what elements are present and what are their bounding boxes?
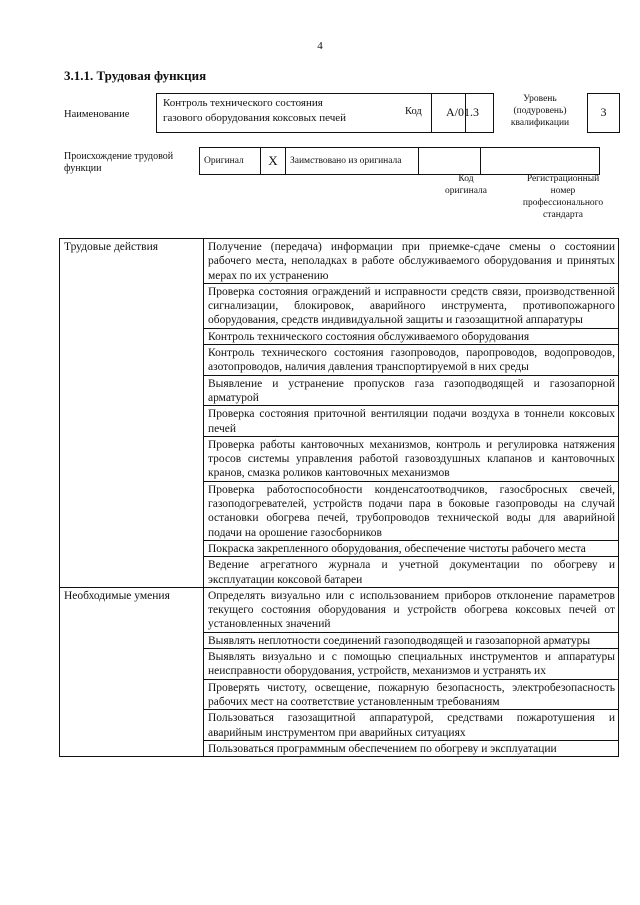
action-item: Покраска закрепленного оборудования, обеспечение чистоты рабочего места	[204, 540, 619, 556]
action-item: Получение (передача) информации при приемке-сдаче смены о состоянии рабочего места, неполадках в работе обслуживаемого оборудования и принятых мерах по их устранению	[204, 239, 619, 284]
skill-item: Выявлять неплотности соединений газоподводящей и газозапорной арматуры	[204, 632, 619, 648]
reg-caption-line2: номер	[550, 186, 576, 196]
action-item: Контроль технического состояния обслуживаемого оборудования	[204, 328, 619, 344]
action-item: Выявление и устранение пропусков газа газоподводящей и газозапорной арматурой	[204, 375, 619, 406]
skills-label: Необходимые умения	[60, 587, 204, 756]
skill-item: Пользоваться программным обеспечением по обогреву и эксплуатации	[204, 740, 619, 756]
name-label: Наименование	[64, 109, 130, 120]
action-item: Проверка состояния ограждений и исправности средств связи, производственной сигнализации, блокировок, аварийного инструмента, противопожарного оборудования, средств индивидуальной защиты и газозащитной аппаратуры	[204, 283, 619, 328]
skill-item: Выявлять визуально и с помощью специальных инструментов и аппаратуры неисправности оборудования, устройств, механизмов и устранять их	[204, 649, 619, 680]
reg-caption-line3: профессионального	[522, 198, 604, 208]
skill-item: Пользоваться газозащитной аппаратурой, средствами пожаротушения и аварийным инструментом при аварийных ситуациях	[204, 710, 619, 741]
action-item: Проверка работоспособности конденсатоотводчиков, газосбросных свечей, газоподогревателей, устройств подачи пара в боковые газопроводы на случай остановки обогрева печей, трубопроводов технической воды для аварийной подачи на орошение газосборников	[204, 481, 619, 540]
function-name-line2: газового оборудования коксовых печей	[163, 112, 347, 124]
table-row	[60, 587, 619, 632]
origin-table	[199, 147, 600, 175]
function-name-row	[64, 93, 620, 137]
skill-item: Проверять чистоту, освещение, пожарную безопасность, электробезопасность рабочих мест на соответствие установленным требованиям	[204, 679, 619, 710]
reg-caption-line4: стандарта	[543, 210, 583, 220]
action-item: Контроль технического состояния газопроводов, паропроводов, водопроводов, азотопроводов, наличия давления транспортируемой в них среды	[204, 345, 619, 376]
reg-caption-line1: Регистрационный	[526, 174, 600, 184]
level-label-line3: квалификации	[510, 118, 570, 128]
registration-number-caption	[508, 173, 618, 221]
level-label-line1: Уровень	[523, 94, 557, 104]
function-details-table	[59, 238, 619, 757]
code-value: А/01.3	[431, 93, 494, 133]
code-label: Код	[405, 106, 422, 117]
code-caption-line2: оригинала	[445, 186, 487, 196]
function-name-value	[163, 96, 346, 126]
section-heading: 3.1.1. Трудовая функция	[64, 68, 207, 83]
level-label-line2: (подуровень)	[513, 106, 567, 116]
action-item: Проверка состояния приточной вентиляции подачи воздуха в тоннели коксовых печей	[204, 406, 619, 437]
table-row	[60, 239, 619, 284]
page-number: 4	[317, 40, 323, 52]
origin-label: Происхождение трудовой функции	[64, 151, 174, 174]
action-item: Ведение агрегатного журнала и учетной документации по обогреву и эксплуатации коксовой батареи	[204, 557, 619, 588]
function-name-line1: Контроль технического состояния	[163, 97, 323, 109]
original-code-cell	[419, 148, 481, 175]
action-item: Проверка работы кантовочных механизмов, контроль и регулировка натяжения тросов системы управления работой газовоздушных клапанов и кантовочных кранов, смазка роликов кантовочных механизмов	[204, 436, 619, 481]
original-mark: X	[261, 148, 286, 175]
actions-label: Трудовые действия	[60, 239, 204, 588]
original-label: Оригинал	[200, 148, 261, 175]
code-caption-line1: Код	[458, 174, 474, 184]
original-code-caption	[431, 173, 501, 197]
qualification-level-value: 3	[587, 93, 620, 133]
registration-number-cell	[481, 148, 600, 175]
borrowed-label: Заимствовано из оригинала	[286, 148, 419, 175]
skill-item: Определять визуально или с использованием приборов отклонение параметров текущего состояния оборудования и устройств обогрева коксовых печей от установленных значений	[204, 587, 619, 632]
qualification-level-label	[500, 93, 580, 129]
